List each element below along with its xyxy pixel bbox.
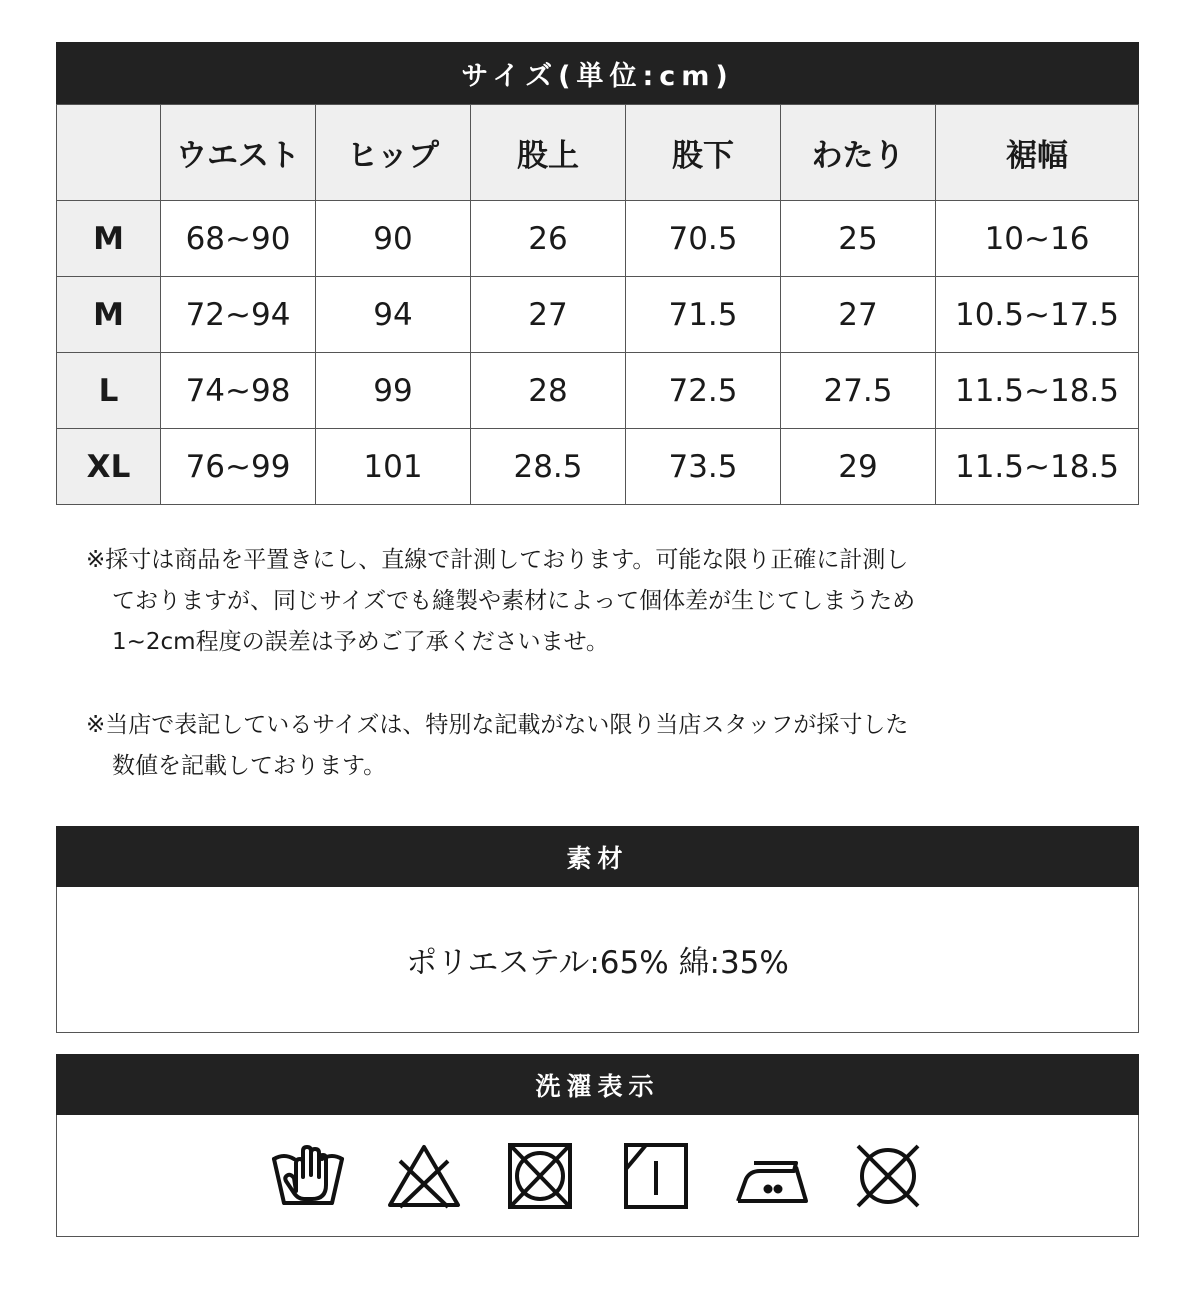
table-cell: 73.5 (626, 429, 781, 505)
no-tumble-dry-icon (502, 1141, 578, 1211)
note-line: ※採寸は商品を平置きにし、直線で計測しております。可能な限り正確に計測し (86, 547, 909, 573)
header-cell: 裾幅 (936, 105, 1139, 201)
material-text: ポリエステル:65% 綿:35% (406, 945, 789, 981)
table-row (57, 277, 1139, 353)
table-cell: 27.5 (781, 353, 936, 429)
table-cell: 11.5~18.5 (936, 353, 1139, 429)
table-cell: 76~99 (161, 429, 316, 505)
care-section (56, 1054, 1139, 1237)
table-cell: 101 (316, 429, 471, 505)
table-cell: 74~98 (161, 353, 316, 429)
table-cell: 70.5 (626, 201, 781, 277)
material-title: 素材 (56, 826, 1139, 887)
table-cell: 26 (471, 201, 626, 277)
line-dry-shade-icon (618, 1141, 694, 1211)
header-cell (57, 105, 161, 201)
care-icons-box (56, 1115, 1139, 1237)
size-header-row (57, 105, 1139, 201)
note-measuring (86, 540, 915, 663)
header-cell: 股上 (471, 105, 626, 201)
header-cell: 股下 (626, 105, 781, 201)
table-cell: 27 (471, 277, 626, 353)
iron-low-icon (734, 1141, 810, 1211)
size-label: M (57, 201, 161, 277)
table-cell: 28 (471, 353, 626, 429)
hand-wash-icon (270, 1141, 346, 1211)
table-cell: 72~94 (161, 277, 316, 353)
size-label: XL (57, 429, 161, 505)
material-section (56, 826, 1139, 1033)
table-row (57, 201, 1139, 277)
no-dry-clean-icon (850, 1141, 926, 1211)
table-cell: 99 (316, 353, 471, 429)
material-box (56, 887, 1139, 1033)
header-cell: ウエスト (161, 105, 316, 201)
table-cell: 11.5~18.5 (936, 429, 1139, 505)
size-label: L (57, 353, 161, 429)
table-cell: 94 (316, 277, 471, 353)
note-line: ※当店で表記しているサイズは、特別な記載がない限り当店スタッフが採寸した (86, 712, 909, 738)
note-line: 数値を記載しております。 (112, 753, 387, 779)
no-bleach-icon (386, 1141, 462, 1211)
header-cell: ヒップ (316, 105, 471, 201)
table-cell: 72.5 (626, 353, 781, 429)
table-cell: 71.5 (626, 277, 781, 353)
measurement-notes (86, 540, 915, 829)
table-cell: 10~16 (936, 201, 1139, 277)
note-line: ておりますが、同じサイズでも縫製や素材によって個体差が生じてしまうため (112, 588, 916, 614)
table-cell: 10.5~17.5 (936, 277, 1139, 353)
table-cell: 29 (781, 429, 936, 505)
table-cell: 28.5 (471, 429, 626, 505)
size-table (56, 104, 1139, 505)
size-title: サイズ(単位:cm) (56, 42, 1139, 104)
header-cell: わたり (781, 105, 936, 201)
size-label: M (57, 277, 161, 353)
table-cell: 25 (781, 201, 936, 277)
table-row (57, 353, 1139, 429)
table-cell: 90 (316, 201, 471, 277)
note-sizing (86, 705, 915, 787)
size-section (56, 42, 1139, 505)
table-cell: 27 (781, 277, 936, 353)
table-row (57, 429, 1139, 505)
note-line: 1~2cm程度の誤差は予めご了承くださいませ。 (112, 629, 609, 655)
table-cell: 68~90 (161, 201, 316, 277)
care-title: 洗濯表示 (56, 1054, 1139, 1115)
